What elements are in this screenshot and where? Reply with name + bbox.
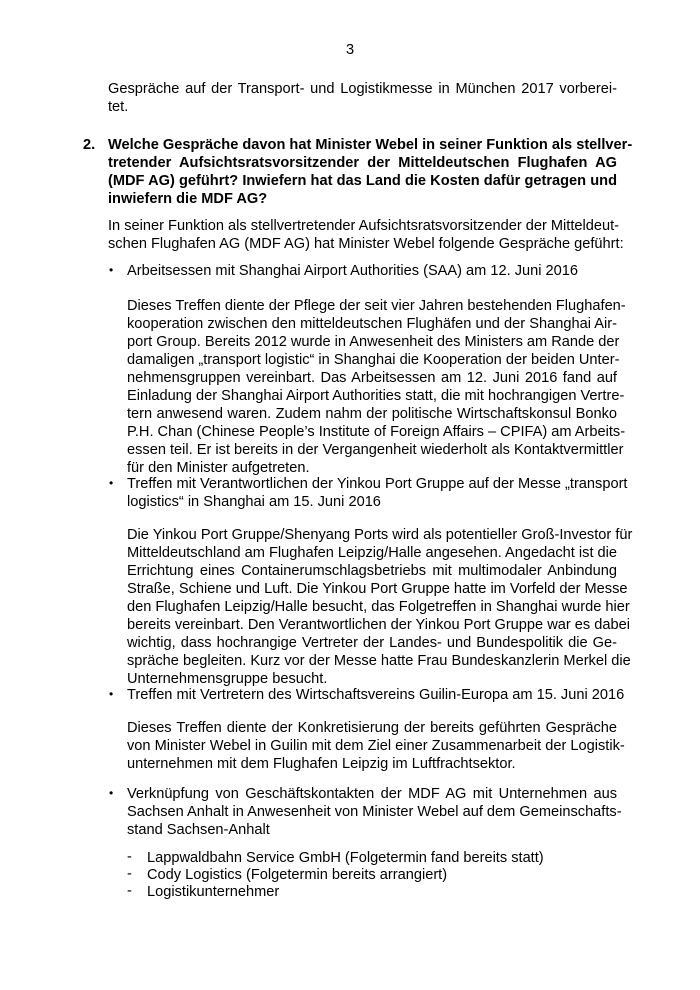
bullet-heading-line: Verknüpfung von Geschäftskontakten der MDF AG mit Unternehmen aus	[127, 786, 617, 802]
page-number: 3	[345, 42, 355, 58]
dash-list-item: Cody Logistics (Folgetermin bereits arrangiert)	[147, 867, 448, 883]
bullet-body-line: bereits vereinbart. Den Verantwortlichen der Yinkou Port Gruppe war es dabei	[127, 617, 630, 633]
question-line: (MDF AG) geführt? Inwiefern hat das Land die Kosten dafür getragen und	[108, 173, 617, 189]
bullet-marker: •	[109, 263, 114, 277]
bullet-body-line: kooperation zwischen den mitteldeutschen Flughäfen und der Shanghai Air-	[127, 316, 617, 332]
question-line: Welche Gespräche davon hat Minister Webel in seiner Funktion als stellver-	[108, 137, 633, 153]
bullet-body-line: tern anwesend waren. Zudem nahm der politische Wirtschaftskonsul Bonko	[127, 406, 617, 422]
bullet-body-line: nehmensgruppen vereinbart. Das Arbeitsessen am 12. Juni 2016 fand auf	[127, 370, 617, 386]
bullet-heading-line: Treffen mit Vertretern des Wirtschaftsvereins Guilin-Europa am 15. Juni 2016	[127, 687, 625, 703]
answer-intro-line: schen Flughafen AG (MDF AG) hat Minister Webel folgende Gespräche geführt:	[108, 236, 624, 252]
answer-intro-line: In seiner Funktion als stellvertretender Aufsichtsratsvorsitzender der Mitteldeut-	[108, 218, 620, 234]
bullet-body-line: damaligen „transport logistic“ in Shanghai die Kooperation der beiden Unter-	[127, 352, 620, 368]
question-number: 2.	[83, 137, 96, 153]
intro-line: tet.	[108, 99, 129, 115]
bullet-body-line: Dieses Treffen diente der Konkretisierung der bereits geführten Gespräche	[127, 720, 617, 736]
bullet-body-line: den Flughafen Leipzig/Halle besucht, das Folgetreffen in Shanghai wurde hier	[127, 599, 630, 615]
dash-marker: -	[127, 866, 132, 882]
bullet-heading-line: Arbeitsessen mit Shanghai Airport Authorities (SAA) am 12. Juni 2016	[127, 263, 579, 279]
bullet-heading-line: logistics“ in Shanghai am 15. Juni 2016	[127, 494, 381, 510]
bullet-body-line: port Group. Bereits 2012 wurde in Anwesenheit des Ministers am Rande der	[127, 334, 620, 350]
bullet-marker: •	[109, 687, 114, 701]
bullet-body-line: Unternehmensgruppe besucht.	[127, 671, 328, 687]
bullet-marker: •	[109, 476, 114, 490]
dash-list-item: Logistikunternehmer	[147, 884, 280, 900]
bullet-body-line: wichtig, dass hochrangige Vertreter der Landes- und Bundespolitik die Ge-	[127, 635, 617, 651]
bullet-body-line: Dieses Treffen diente der Pflege der seit vier Jahren bestehenden Flughafen-	[127, 298, 626, 314]
bullet-body-line: Mitteldeutschland am Flughafen Leipzig/Halle angesehen. Angedacht ist die	[127, 545, 618, 561]
bullet-body-line: unternehmen mit dem Flughafen Leipzig im Luftfrachtsektor.	[127, 756, 516, 772]
intro-line: Gespräche auf der Transport- und Logistikmesse in München 2017 vorberei-	[108, 81, 617, 97]
bullet-body-line: Einladung der Shanghai Airport Authorities statt, die mit hochrangigen Vertre-	[127, 388, 625, 404]
bullet-heading-line: Treffen mit Verantwortlichen der Yinkou Port Gruppe auf der Messe „transport	[127, 476, 628, 492]
bullet-body-line: Errichtung eines Containerumschlagsbetriebs mit multimodaler Anbindung	[127, 563, 617, 579]
bullet-body-line: P.H. Chan (Chinese People’s Institute of Foreign Affairs – CPIFA) am Arbeits-	[127, 424, 626, 440]
bullet-marker: •	[109, 786, 114, 800]
question-line: tretender Aufsichtsratsvorsitzender der Mitteldeutschen Flughafen AG	[108, 155, 617, 171]
bullet-body-line: essen teil. Er ist bereits in der Vergangenheit wiederholt als Kontaktvermittler	[127, 442, 624, 458]
bullet-body-line: spräche begleiten. Kurz vor der Messe hatte Frau Bundeskanzlerin Merkel die	[127, 653, 631, 669]
bullet-body-line: für den Minister aufgetreten.	[127, 460, 310, 476]
bullet-body-line: von Minister Webel in Guilin mit dem Ziel einer Zusammenarbeit der Logistik-	[127, 738, 625, 754]
bullet-heading-line: Sachsen Anhalt in Anwesenheit von Minister Webel auf dem Gemeinschafts-	[127, 804, 622, 820]
bullet-body-line: Straße, Schiene und Luft. Die Yinkou Port Gruppe hatte im Vorfeld der Messe	[127, 581, 628, 597]
dash-marker: -	[127, 883, 132, 899]
bullet-heading-line: stand Sachsen-Anhalt	[127, 822, 270, 838]
question-line: inwiefern die MDF AG?	[108, 191, 268, 207]
bullet-body-line: Die Yinkou Port Gruppe/Shenyang Ports wird als potentieller Groß-Investor für	[127, 527, 633, 543]
dash-list-item: Lappwaldbahn Service GmbH (Folgetermin fand bereits statt)	[147, 850, 544, 866]
dash-marker: -	[127, 849, 132, 865]
